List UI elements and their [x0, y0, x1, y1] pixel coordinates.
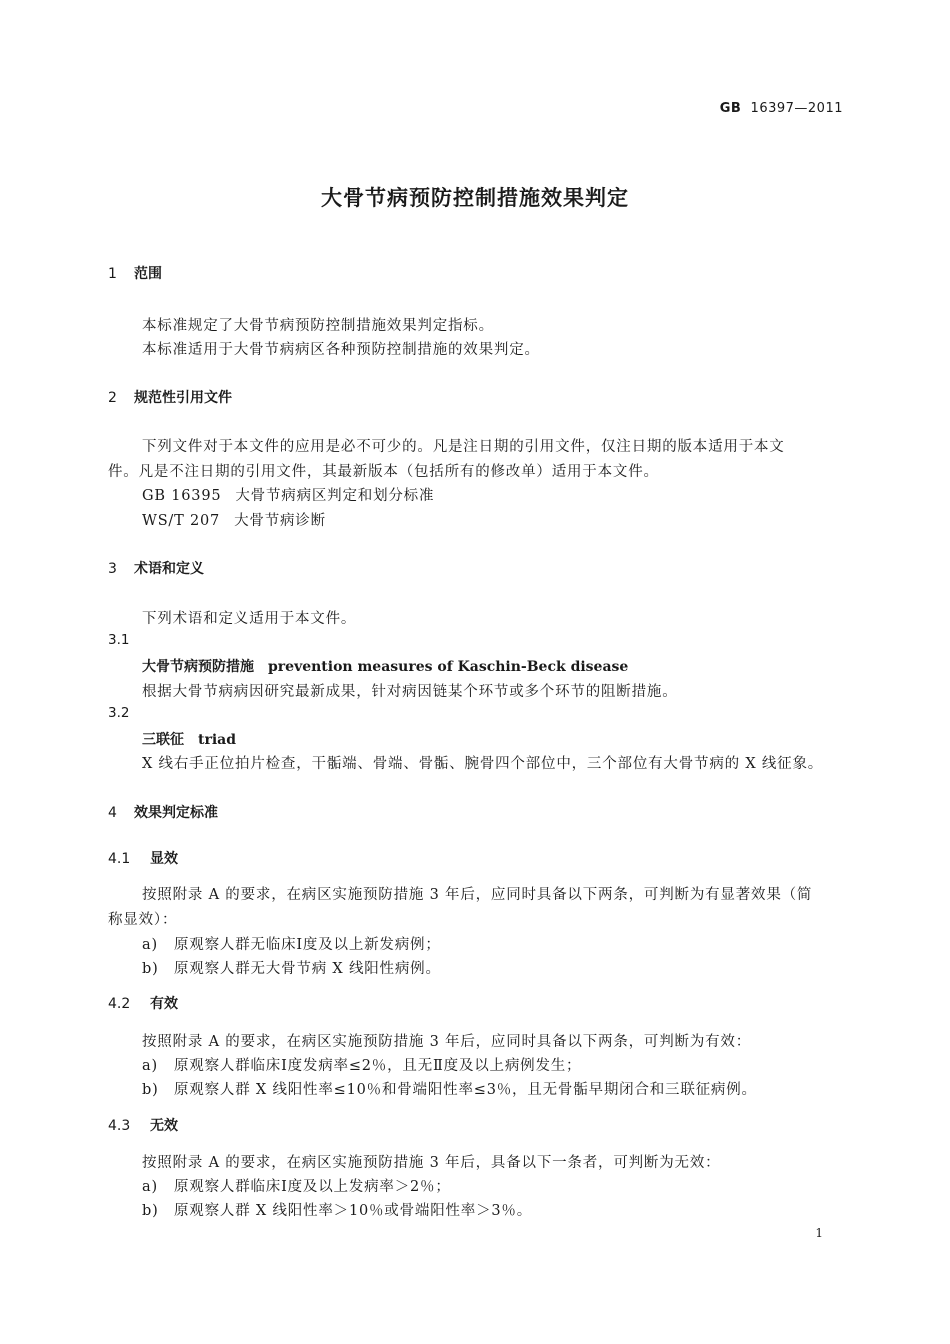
paragraph: 本标准规定了大骨节病预防控制措施效果判定指标。 — [142, 318, 494, 334]
standard-code — [720, 101, 843, 116]
subsection-heading-ineffective — [108, 1115, 178, 1135]
term-english: prevention measures of Kaschin-Beck disease — [268, 659, 629, 675]
list-item — [142, 1175, 451, 1196]
section-number: 1 — [108, 266, 117, 282]
term-definition: X 线右手正位拍片检查，干骺端、骨端、骨骺、腕骨四个部位中，三个部位有大骨节病的 X 线征象。 — [142, 756, 824, 772]
section-heading-criteria — [108, 802, 218, 822]
paragraph-continuation: 件。凡是不注日期的引用文件，其最新版本（包括所有的修改单）适用于本文件。 — [108, 464, 659, 480]
list-item — [142, 957, 441, 978]
subsection-title: 无效 — [150, 1118, 178, 1134]
list-item — [142, 1054, 581, 1075]
subsection-title: 有效 — [150, 996, 178, 1012]
paragraph: 下列文件对于本文件的应用是必不可少的。凡是注日期的引用文件，仅注日期的版本适用于本文 — [142, 439, 785, 455]
list-item-text: 原观察人群 X 线阳性率≤10％和骨端阳性率≤3％，且无骨骺早期闭合和三联征病例。 — [174, 1082, 757, 1098]
section-heading-scope — [108, 263, 162, 283]
term-number: 3.1 — [108, 632, 130, 648]
subsection-heading-effective — [108, 993, 178, 1013]
list-item — [142, 1199, 532, 1220]
list-item-label: b) — [142, 961, 159, 977]
list-item-label: b) — [142, 1203, 159, 1219]
reference-code: GB 16395 — [142, 488, 222, 504]
paragraph-continuation: 称显效）： — [108, 912, 178, 928]
section-number: 3 — [108, 561, 117, 577]
section-number: 4 — [108, 805, 117, 821]
reference-code: WS/T 207 — [142, 513, 221, 529]
term-english: triad — [198, 732, 237, 748]
list-item-text: 原观察人群临床Ⅰ度及以上发病率＞2％； — [174, 1179, 451, 1195]
list-item-text: 原观察人群临床Ⅰ度发病率≤2％，且无Ⅱ度及以上病例发生； — [174, 1058, 582, 1074]
list-item — [142, 1078, 757, 1099]
reference-entry — [142, 509, 326, 530]
section-title: 效果判定标准 — [134, 805, 218, 821]
subsection-title: 显效 — [150, 851, 178, 867]
reference-title: 大骨节病病区判定和划分标准 — [235, 488, 435, 504]
page-number: 1 — [815, 1226, 823, 1240]
subsection-number: 4.3 — [108, 1118, 131, 1134]
section-title: 术语和定义 — [134, 561, 204, 577]
term-chinese: 三联征 — [142, 732, 184, 748]
subsection-number: 4.1 — [108, 851, 131, 867]
list-item-text: 原观察人群无大骨节病 X 线阳性病例。 — [174, 961, 441, 977]
list-item — [142, 933, 441, 954]
reference-entry — [142, 484, 434, 505]
list-item-text: 原观察人群无临床Ⅰ度及以上新发病例； — [174, 937, 441, 953]
standard-number: 16397—2011 — [750, 101, 843, 116]
subsection-heading-marked-effect — [108, 848, 178, 868]
section-number: 2 — [108, 390, 117, 406]
subsection-number: 4.2 — [108, 996, 131, 1012]
paragraph: 按照附录 A 的要求，在病区实施预防措施 3 年后，具备以下一条者，可判断为无效： — [142, 1155, 721, 1171]
section-title: 范围 — [134, 266, 162, 282]
section-title: 规范性引用文件 — [134, 390, 232, 406]
paragraph: 本标准适用于大骨节病病区各种预防控制措施的效果判定。 — [142, 342, 540, 358]
standard-prefix: GB — [719, 101, 742, 116]
term-definition: 根据大骨节病病因研究最新成果，针对病因链某个环节或多个环节的阻断措施。 — [142, 684, 678, 700]
term-chinese: 大骨节病预防措施 — [142, 659, 254, 675]
list-item-label: a) — [142, 1058, 158, 1074]
paragraph: 按照附录 A 的要求，在病区实施预防措施 3 年后，应同时具备以下两条，可判断为有效： — [142, 1034, 752, 1050]
reference-title: 大骨节病诊断 — [234, 513, 326, 529]
paragraph: 按照附录 A 的要求，在病区实施预防措施 3 年后，应同时具备以下两条，可判断为有显著效果（简 — [142, 887, 813, 903]
list-item-label: a) — [142, 1179, 158, 1195]
term-number: 3.2 — [108, 705, 130, 721]
list-item-label: a) — [142, 937, 158, 953]
section-heading-normative-references — [108, 387, 232, 407]
list-item-label: b) — [142, 1082, 159, 1098]
document-title: 大骨节病预防控制措施效果判定 — [321, 186, 629, 210]
term-heading — [142, 656, 628, 676]
paragraph: 下列术语和定义适用于本文件。 — [142, 611, 357, 627]
list-item-text: 原观察人群 X 线阳性率＞10％或骨端阳性率＞3％。 — [174, 1203, 533, 1219]
section-heading-terms-definitions — [108, 558, 204, 578]
term-heading — [142, 729, 236, 749]
